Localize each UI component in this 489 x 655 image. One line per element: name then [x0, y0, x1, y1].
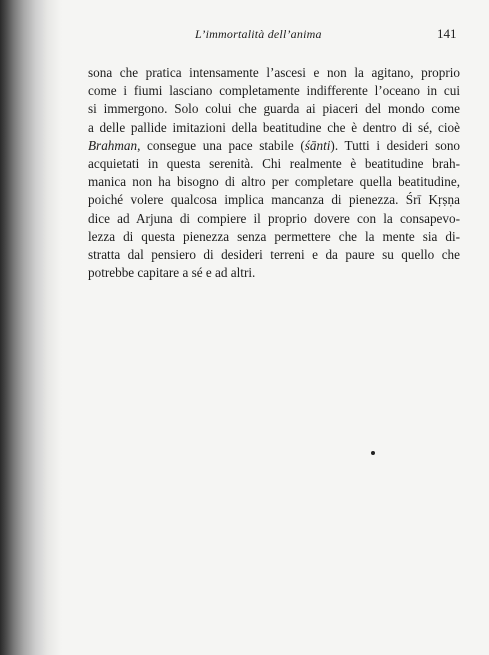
text-line: stratta dal pensiero di desideri terreni e da paure su quello che [88, 247, 460, 263]
binding-shadow [0, 0, 62, 655]
text-line: lezza di questa pienezza senza permettere che la mente sia di- [88, 228, 460, 244]
text-line: come i fiumi lasciano completamente indifferente l’oceano in cui [88, 83, 460, 99]
running-head: L’immortalità dell’anima [195, 27, 322, 41]
text-line: manica non ha bisogno di altro per completare quella beatitudine, [88, 174, 460, 190]
italic-term-shanti: śānti [304, 137, 331, 153]
text-line: si immergono. Solo colui che guarda ai piaceri del mondo come [88, 101, 460, 117]
italic-term-brahman: Brahman [88, 137, 138, 153]
page-number: 141 [437, 26, 457, 41]
text-line: acquietati in questa serenità. Chi realmente è beatitudine brah- [88, 156, 460, 172]
ink-speck [371, 451, 375, 455]
text-line: Brahman, consegue una pace stabile (śānti). Tutti i desideri sono [88, 137, 461, 153]
text-line: poiché volere qualcosa implica mancanza di pienezza. Śrī Kṛṣṇa [88, 192, 460, 208]
text-line: sona che pratica intensamente l’ascesi e non la agitano, proprio [88, 65, 460, 80]
text-line: a delle pallide imitazioni della beatitudine che è dentro di sé, cioè [88, 119, 460, 135]
body-paragraph [88, 64, 460, 282]
text-line: dice ad Arjuna di compiere il proprio dovere con la consapevo- [88, 210, 460, 226]
text-line-last: potrebbe capitare a sé e ad altri. [88, 265, 256, 281]
